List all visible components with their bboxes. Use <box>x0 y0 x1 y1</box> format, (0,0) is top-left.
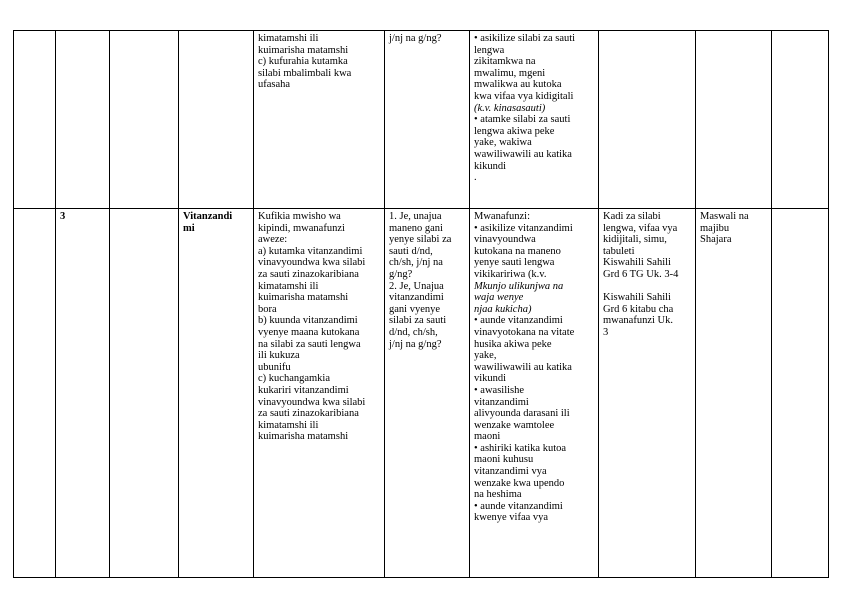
experience-line: kikundi <box>474 160 507 172</box>
experiences-cell <box>470 209 599 578</box>
resource-line: tabuleti <box>603 245 635 257</box>
experience-line: alivyounda darasani ili <box>474 408 570 420</box>
inquiry-line: gani vyenye <box>389 303 441 315</box>
assessment-cell <box>696 31 772 209</box>
outcome-line: kimatamshi ili <box>258 419 319 431</box>
strand-cell <box>110 31 179 209</box>
outcome-line: kuimarisha matamshi <box>258 44 349 56</box>
outcome-line: c) kuchangamkia <box>258 373 331 385</box>
outcome-line: c) kufurahia kutamka <box>258 56 348 68</box>
experience-line: mwalimu, mgeni <box>474 67 546 79</box>
outcome-line: Kufikia mwisho wa <box>258 211 341 222</box>
resource-line: Grd 6 TG Uk. 3-4 <box>603 268 679 280</box>
experience-line: njaa kukicha) <box>474 303 532 315</box>
experience-line: kutokana na maneno <box>474 245 561 257</box>
outcome-line: silabi mbalimbali kwa <box>258 67 352 79</box>
resources-cell <box>599 209 696 578</box>
experience-line: Mkunjo ulikunjwa na <box>474 280 564 292</box>
resource-line: Grd 6 kitabu cha <box>603 303 674 315</box>
remarks-cell <box>772 31 829 209</box>
experience-line: kwa vifaa vya kidigitali <box>474 90 574 102</box>
assessment-line: majibu <box>700 222 730 234</box>
inquiry-line: silabi za sauti <box>389 315 447 327</box>
experience-line: vitanzandimi <box>474 396 529 408</box>
experience-line: vinavyoundwa <box>474 234 536 246</box>
inquiry-line: j/nj na g/ng? <box>389 33 442 44</box>
outcome-line: kimatamshi ili <box>258 33 319 44</box>
inquiry-line: maneno gani <box>389 222 443 234</box>
outcome-line: vinavyoundwa kwa silabi <box>258 257 366 269</box>
experience-line: . <box>474 172 477 184</box>
outcome-line: kipindi, mwanafunzi <box>258 222 345 234</box>
inquiry-cell <box>385 209 470 578</box>
experience-line: • ashiriki katika kutoa <box>474 442 567 454</box>
experience-line: wawiliwawili au katika <box>474 361 572 373</box>
experience-line: kwenye vifaa vya <box>474 512 549 524</box>
substrand-line: mi <box>183 222 195 234</box>
experience-line: yenye sauti lengwa <box>474 257 555 269</box>
resource-line: kidijitali, simu, <box>603 234 667 246</box>
experience-line: • awasilishe <box>474 384 525 396</box>
outcome-line: za sauti zinazokaribiana <box>258 408 359 420</box>
inquiry-line: g/ng? <box>389 268 413 280</box>
experience-line: yake, wakiwa <box>474 137 532 149</box>
experience-line: wenzake kwa upendo <box>474 477 565 489</box>
inquiry-cell <box>385 31 470 209</box>
outcomes-cell <box>254 31 385 209</box>
resource-line: mwanafunzi Uk. <box>603 315 673 327</box>
inquiry-line: sauti d/nd, <box>389 245 433 257</box>
outcome-line: kuimarisha matamshi <box>258 292 349 304</box>
experience-line: (k.v. kinasasauti) <box>474 102 546 114</box>
experience-line: waja wenye <box>474 292 524 304</box>
experience-line: vinavyotokana na vitate <box>474 326 575 338</box>
substrand-cell <box>179 209 254 578</box>
lesson-cell: 3 <box>56 209 110 578</box>
experience-line: lengwa akiwa peke <box>474 125 555 137</box>
resource-line: 3 <box>603 326 609 338</box>
experience-line: Mwanafunzi: <box>474 211 530 222</box>
experience-line: maoni <box>474 431 501 443</box>
assessment-line: Shajara <box>700 234 732 246</box>
experience-line: • asikilize silabi za sauti <box>474 33 576 44</box>
outcome-line: ufasaha <box>258 79 291 91</box>
scheme-of-work-table <box>13 30 829 578</box>
experience-line: • atamke silabi za sauti <box>474 114 571 126</box>
resource-line: lengwa, vifaa vya <box>603 222 678 234</box>
inquiry-line: yenye silabi za <box>389 234 452 246</box>
outcome-line: a) kutamka vitanzandimi <box>258 245 363 257</box>
resource-line: Kiswahili Sahili <box>603 292 671 304</box>
experience-line: mwalikwa au kutoka <box>474 79 562 91</box>
experience-line: lengwa <box>474 44 505 56</box>
experience-line: husika akiwa peke <box>474 338 552 350</box>
outcome-line: vyenye maana kutokana <box>258 326 360 338</box>
experience-line: na heshima <box>474 489 522 501</box>
outcome-line: b) kuunda vitanzandimi <box>258 315 358 327</box>
outcome-line: kimatamshi ili <box>258 280 319 292</box>
experience-line: • aunde vitanzandimi <box>474 500 563 512</box>
experience-line: vitanzandimi vya <box>474 466 547 478</box>
inquiry-line: j/nj na g/ng? <box>389 338 442 350</box>
outcome-line: ili kukuza <box>258 350 300 362</box>
resource-line: Kiswahili Sahili <box>603 257 671 269</box>
resources-cell <box>599 31 696 209</box>
outcome-line: kukariri vitanzandimi <box>258 384 349 396</box>
outcome-line: vinavyoundwa kwa silabi <box>258 396 366 408</box>
experience-line: maoni kuhusu <box>474 454 534 466</box>
experience-line: • aunde vitanzandimi <box>474 315 563 327</box>
experience-line: yake, <box>474 350 497 362</box>
inquiry-line: 1. Je, unajua <box>389 211 442 222</box>
inquiry-line: 2. Je, Unajua <box>389 280 444 292</box>
outcome-line: bora <box>258 303 277 315</box>
week-cell <box>14 31 56 209</box>
week-cell <box>14 209 56 578</box>
assessment-line: Maswali na <box>700 211 749 222</box>
experiences-cell <box>470 31 599 209</box>
strand-cell <box>110 209 179 578</box>
outcome-line: aweze: <box>258 234 288 246</box>
outcomes-cell <box>254 209 385 578</box>
outcome-line: za sauti zinazokaribiana <box>258 268 359 280</box>
lesson-cell <box>56 31 110 209</box>
outcome-line: kuimarisha matamshi <box>258 431 349 443</box>
substrand-cell <box>179 31 254 209</box>
resource-line <box>603 281 692 293</box>
experience-line: zikitamkwa na <box>474 56 536 68</box>
inquiry-line: vitanzandimi <box>389 292 444 304</box>
experience-line: vikikaririwa (k.v. <box>474 268 547 280</box>
resource-line: Kadi za silabi <box>603 211 661 222</box>
table-row <box>14 31 829 209</box>
remarks-cell <box>772 209 829 578</box>
experience-line: vikundi <box>474 373 507 385</box>
experience-line: wenzake wamtolee <box>474 419 555 431</box>
outcome-line: ubunifu <box>258 361 291 373</box>
inquiry-line: ch/sh, j/nj na <box>389 257 443 269</box>
assessment-cell <box>696 209 772 578</box>
inquiry-line: d/nd, ch/sh, <box>389 326 438 338</box>
experience-line: • asikilize vitanzandimi <box>474 222 573 234</box>
experience-line: wawiliwawili au katika <box>474 148 572 160</box>
substrand-line: Vitanzandi <box>183 211 233 222</box>
table-row <box>14 209 829 578</box>
outcome-line: na silabi za sauti lengwa <box>258 338 361 350</box>
